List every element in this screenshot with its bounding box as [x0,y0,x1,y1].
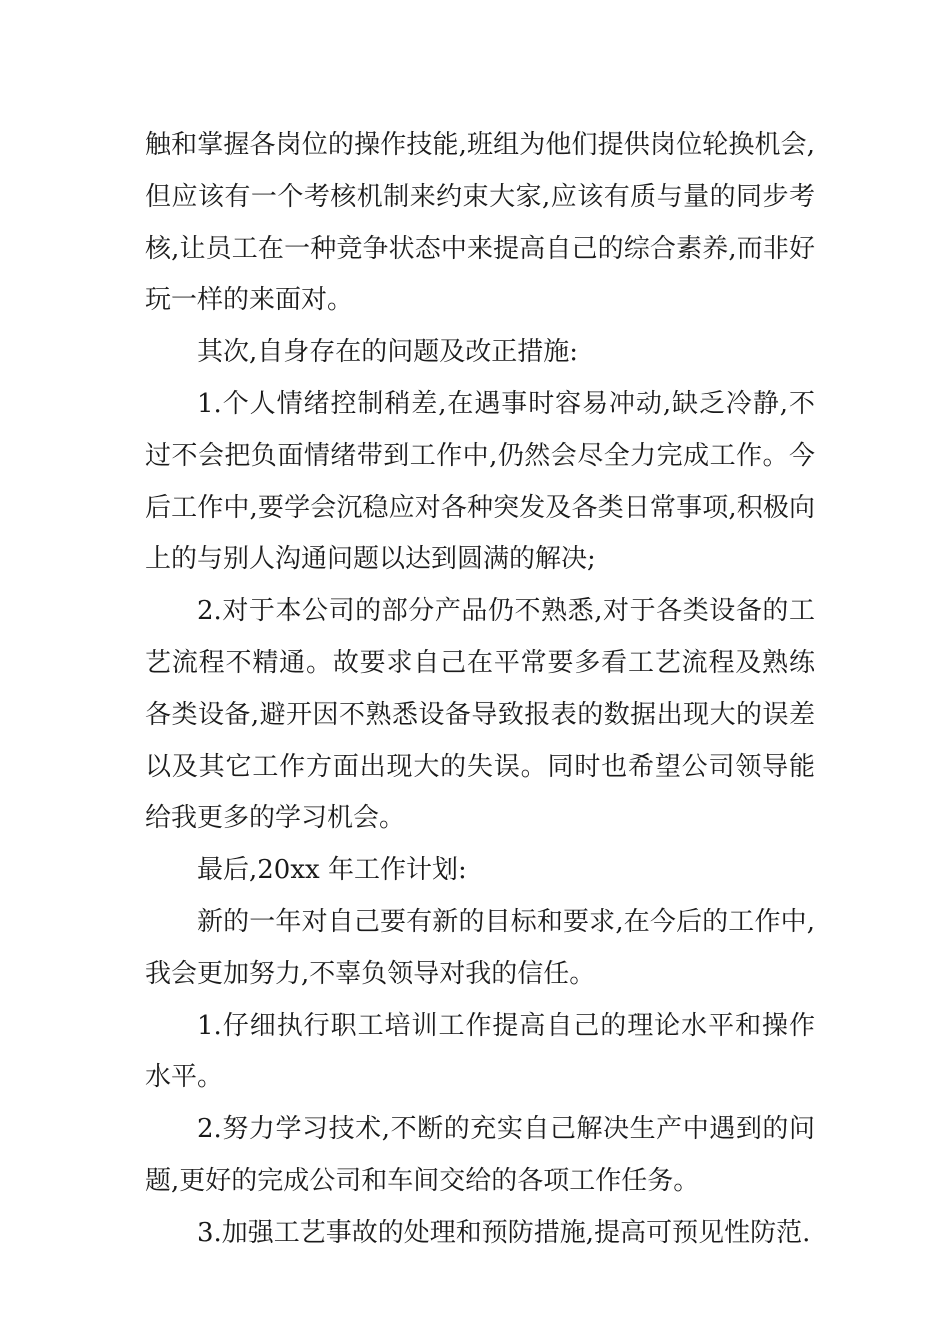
paragraph-plan-intro: 新的一年对自己要有新的目标和要求,在今后的工作中,我会更加努力,不辜负领导对我的信任。 [145,906,815,989]
paragraph-continuation: 触和掌握各岗位的操作技能,班组为他们提供岗位轮换机会,但应该有一个考核机制来约束大家,应该有质与量的同步考核,让员工在一种竞争状态中来提高自己的综合素养,而非好玩一样的来面对。 [145,130,815,316]
paragraph-problem-2: 2.对于本公司的部分产品仍不熟悉,对于各类设备的工艺流程不精通。故要求自己在平常要多看工艺流程及熟练各类设备,避开因不熟悉设备导致报表的数据出现大的误差以及其它工作方面出现大的失误。同时也希望公司领导能给我更多的学习机会。 [145,596,815,834]
paragraph-plan-heading: 最后,20xx 年工作计划: [197,855,467,886]
paragraph-problem-1: 1.个人情绪控制稍差,在遇事时容易冲动,缺乏冷静,不过不会把负面情绪带到工作中,仍然会尽全力完成工作。今后工作中,要学会沉稳应对各种突发及各类日常事项,积极向上的与别人沟通问题以达到圆满的解决; [145,388,815,575]
paragraph-plan-1: 1.仔细执行职工培训工作提高自己的理论水平和操作水平。 [145,1010,815,1093]
paragraph-problems-heading: 其次,自身存在的问题及改正措施: [197,337,579,368]
document-page [145,120,815,1260]
paragraph-plan-2: 2.努力学习技术,不断的充实自己解决生产中遇到的问题,更好的完成公司和车间交给的各项工作任务。 [145,1114,815,1196]
paragraph-plan-3: 3.加强工艺事故的处理和预防措施,提高可预见性防范. [197,1217,811,1248]
